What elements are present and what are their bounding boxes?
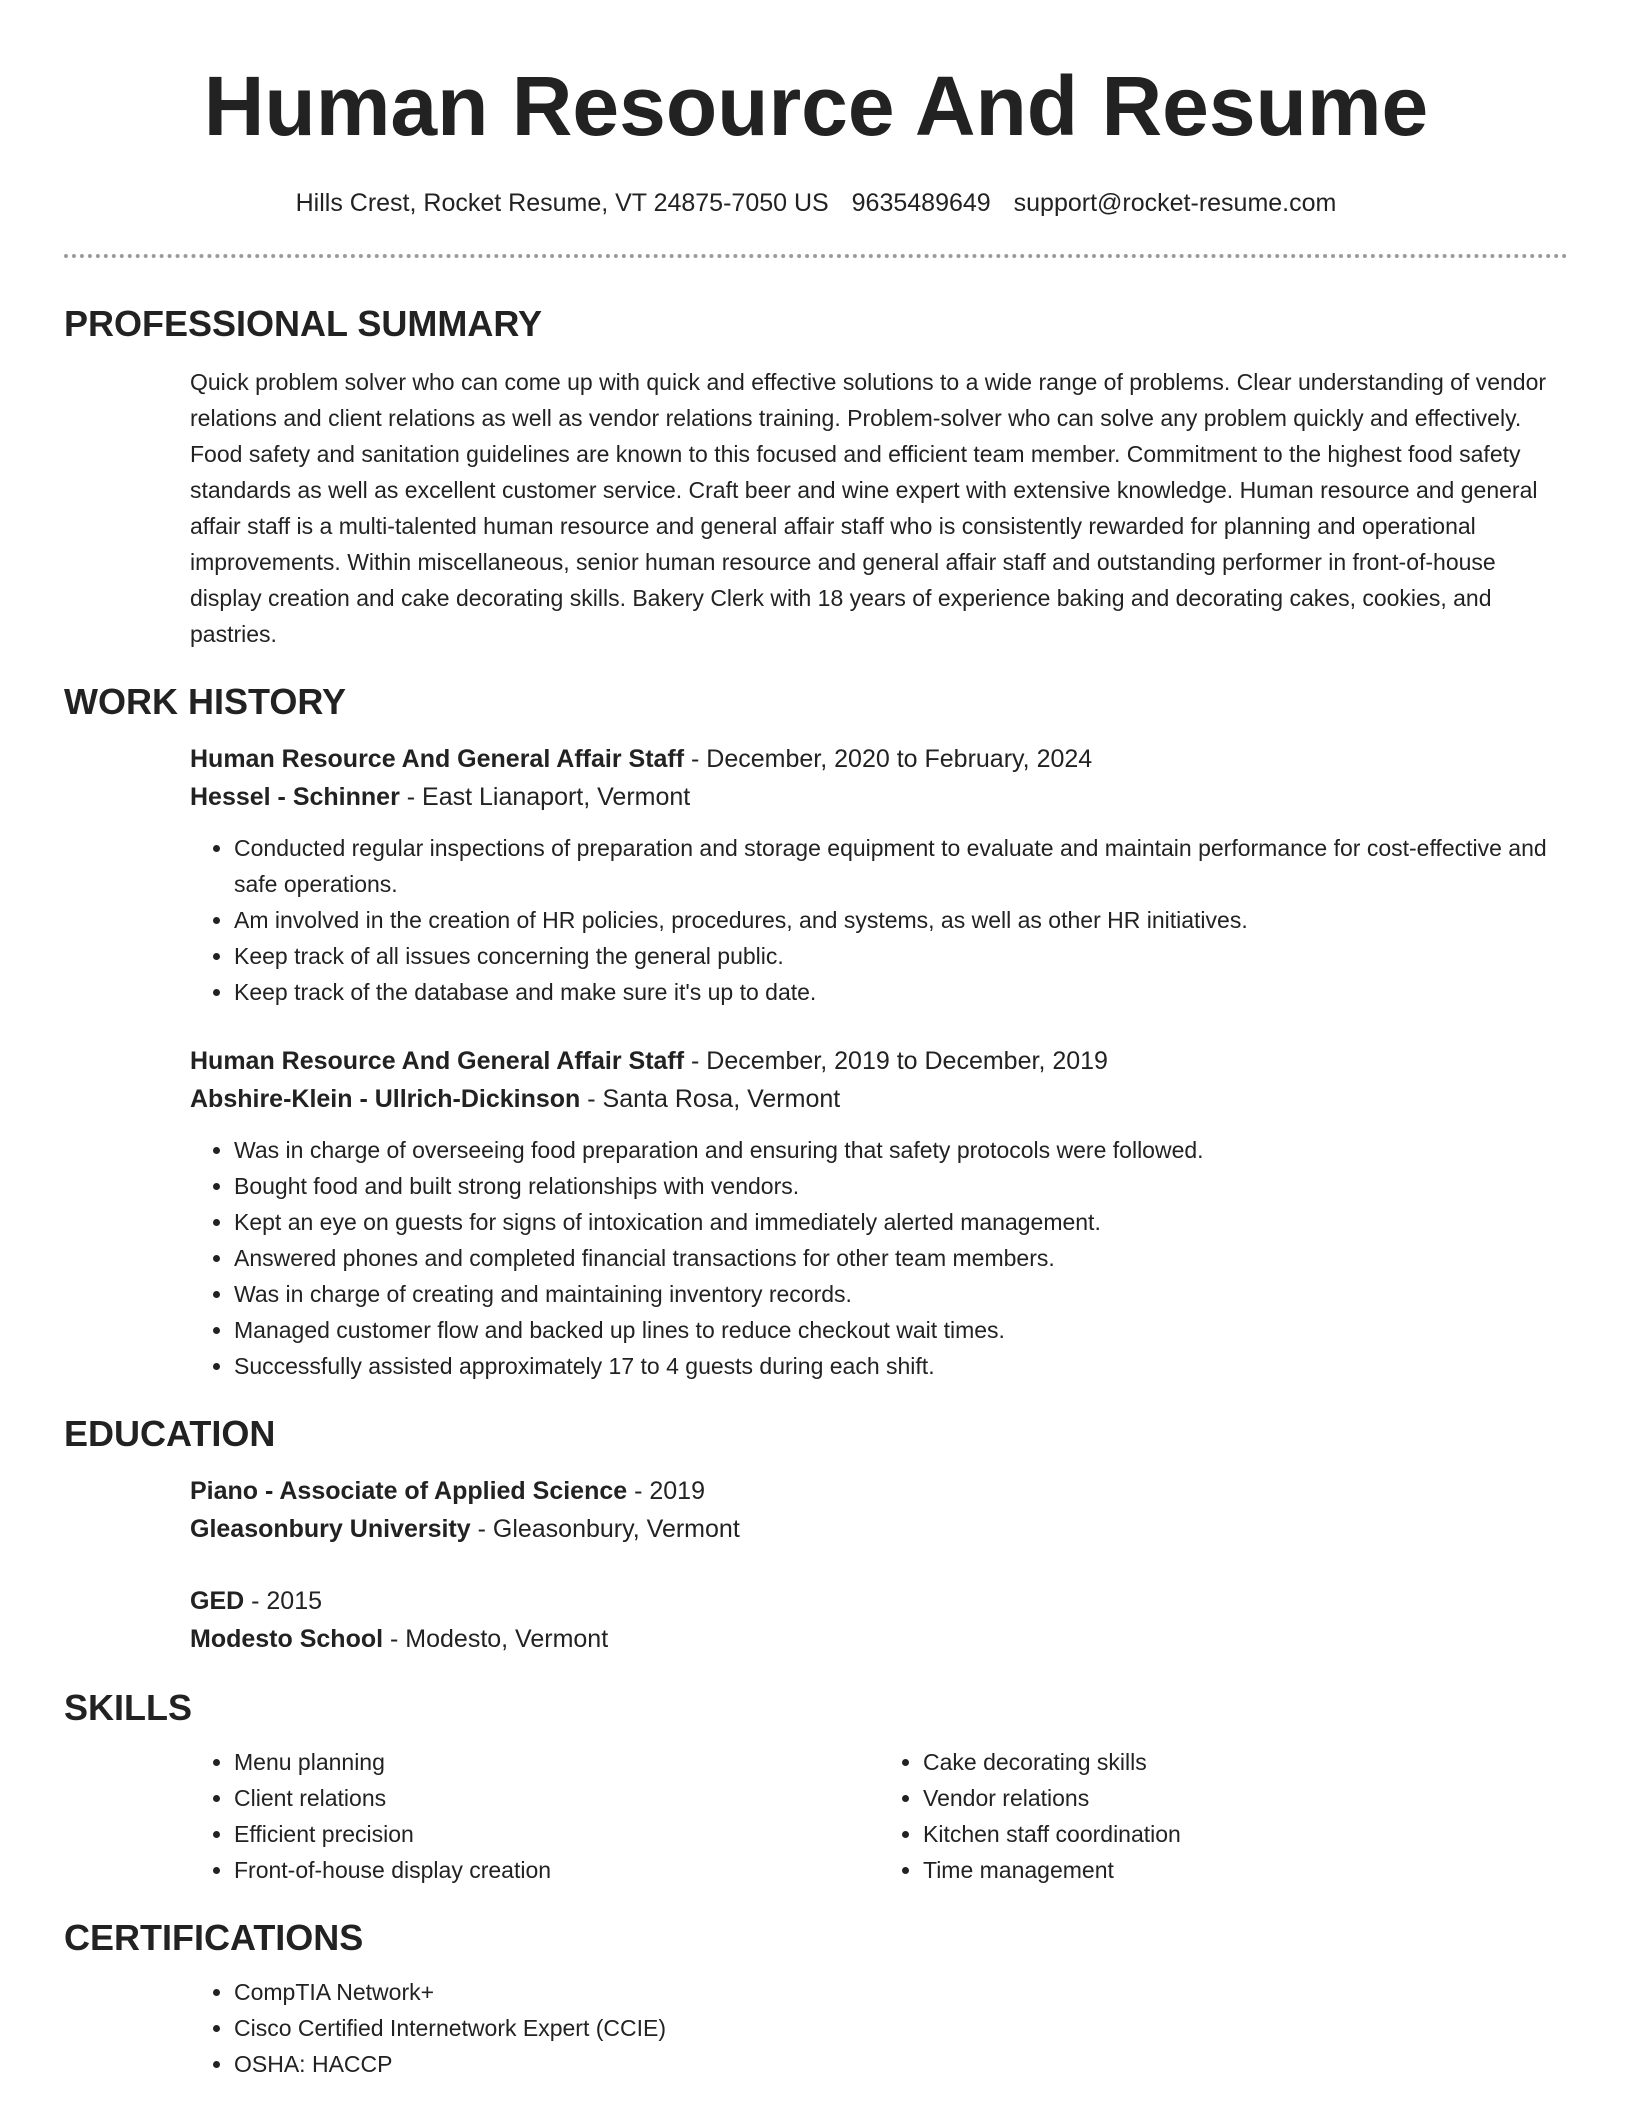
skill-item: • Kitchen staff coordination xyxy=(923,1816,1568,1852)
job-bullets xyxy=(190,830,1568,1010)
job-title-line xyxy=(190,1042,1568,1080)
education-degree: Piano - Associate of Applied Science xyxy=(190,1477,628,1505)
job-title: Human Resource And General Affair Staff xyxy=(190,745,685,773)
job-title: Human Resource And General Affair Staff xyxy=(190,1047,685,1075)
education-location: - Gleasonbury, Vermont xyxy=(470,1515,740,1543)
education-entry xyxy=(190,1472,1568,1548)
certifications-section xyxy=(190,1974,1568,2082)
education-entry xyxy=(190,1582,1568,1658)
certifications-heading: CERTIFICATIONS xyxy=(64,1917,364,1958)
certification-item: • Cisco Certified Internetwork Expert (CCIE) xyxy=(234,2010,1568,2046)
education-year: - 2015 xyxy=(244,1587,323,1615)
education-degree-line xyxy=(190,1582,1568,1620)
education-heading: EDUCATION xyxy=(64,1413,276,1454)
skill-item: • Time management xyxy=(923,1852,1568,1888)
skills-column-left xyxy=(190,1744,879,1888)
education-degree-line xyxy=(190,1472,1568,1510)
job-location: - East Lianaport, Vermont xyxy=(399,783,691,811)
job-bullet: • Keep track of all issues concerning the general public. xyxy=(234,938,1568,974)
job-bullet: • Keep track of the database and make sure it's up to date. xyxy=(234,974,1568,1010)
job-bullet: • Was in charge of overseeing food preparation and ensuring that safety protocols were followed. xyxy=(234,1132,1568,1168)
skills-section xyxy=(190,1744,1568,1888)
skills-heading: SKILLS xyxy=(64,1687,193,1728)
job-entry xyxy=(190,740,1568,1010)
contact-phone: 9635489649 xyxy=(851,189,991,217)
job-bullet: • Kept an eye on guests for signs of intoxication and immediately alerted management. xyxy=(234,1204,1568,1240)
education-school: Gleasonbury University xyxy=(190,1515,471,1543)
summary-section xyxy=(190,364,1568,652)
certification-item: • CompTIA Network+ xyxy=(234,1974,1568,2010)
education-location: - Modesto, Vermont xyxy=(383,1625,609,1653)
resume-name: Human Resource And Resume xyxy=(203,59,1429,153)
contact-email: support@rocket-resume.com xyxy=(1013,189,1337,217)
education-school: Modesto School xyxy=(190,1625,384,1653)
job-dates: - December, 2019 to December, 2019 xyxy=(684,1047,1108,1075)
education-section xyxy=(190,1472,1568,1658)
work-history-section xyxy=(190,740,1568,1384)
skill-item: • Front-of-house display creation xyxy=(234,1852,879,1888)
skills-grid xyxy=(190,1744,1568,1888)
job-bullet: • Answered phones and completed financial transactions for other team members. xyxy=(234,1240,1568,1276)
job-location: - Santa Rosa, Vermont xyxy=(580,1085,841,1113)
job-company-line xyxy=(190,778,1568,816)
job-company: Abshire-Klein - Ullrich-Dickinson xyxy=(190,1085,581,1113)
skill-item: • Cake decorating skills xyxy=(923,1744,1568,1780)
job-bullet: • Am involved in the creation of HR policies, procedures, and systems, as well as other HR initiatives. xyxy=(234,902,1568,938)
education-year: - 2019 xyxy=(627,1477,705,1505)
job-bullet: • Successfully assisted approximately 17 to 4 guests during each shift. xyxy=(234,1348,1568,1384)
job-bullet: • Managed customer flow and backed up lines to reduce checkout wait times. xyxy=(234,1312,1568,1348)
education-school-line xyxy=(190,1620,1568,1658)
job-bullet: • Was in charge of creating and maintaining inventory records. xyxy=(234,1276,1568,1312)
summary-text: Quick problem solver who can come up with quick and effective solutions to a wide range of problems. Clear understanding of vendor relations and client relations as well as vendor relations training. Problem-solver who can solve any problem quickly and effectively. Food safety and sanitation guidelines are known to this focused and efficient team member. Commitment to the highest food safety standards as well as excellent customer service. Craft beer and wine expert with extensive knowledge. Human resource and general affair staff is a multi-talented human resource and general affair staff who is consistently rewarded for planning and operational improvements. Within miscellaneous, senior human resource and general affair staff and outstanding performer in front-of-house display creation and cake decorating skills. Bakery Clerk with 18 years of experience baking and decorating cakes, cookies, and pastries. xyxy=(190,369,1547,647)
job-company: Hessel - Schinner xyxy=(190,783,400,811)
job-company-line xyxy=(190,1080,1568,1118)
certification-item: • OSHA: HACCP xyxy=(234,2046,1568,2082)
job-bullet: • Conducted regular inspections of preparation and storage equipment to evaluate and maintain performance for cost-effective and safe operations. xyxy=(234,830,1568,902)
job-bullets xyxy=(190,1132,1568,1384)
contact-line xyxy=(64,186,1568,220)
certifications-list xyxy=(190,1974,1568,2082)
skill-item: • Vendor relations xyxy=(923,1780,1568,1816)
header-divider xyxy=(64,254,1568,258)
skill-item: • Client relations xyxy=(234,1780,879,1816)
skill-item: • Efficient precision xyxy=(234,1816,879,1852)
summary-heading: PROFESSIONAL SUMMARY xyxy=(64,303,543,344)
job-dates: - December, 2020 to February, 2024 xyxy=(684,745,1093,773)
skill-item: • Menu planning xyxy=(234,1744,879,1780)
contact-address: Hills Crest, Rocket Resume, VT 24875-7050 US xyxy=(295,189,829,217)
skills-column-right xyxy=(879,1744,1568,1888)
education-degree: GED xyxy=(190,1587,245,1615)
job-entry xyxy=(190,1042,1568,1384)
education-school-line xyxy=(190,1510,1568,1548)
work-history-heading: WORK HISTORY xyxy=(64,681,347,722)
job-bullet: • Bought food and built strong relationships with vendors. xyxy=(234,1168,1568,1204)
job-title-line xyxy=(190,740,1568,778)
